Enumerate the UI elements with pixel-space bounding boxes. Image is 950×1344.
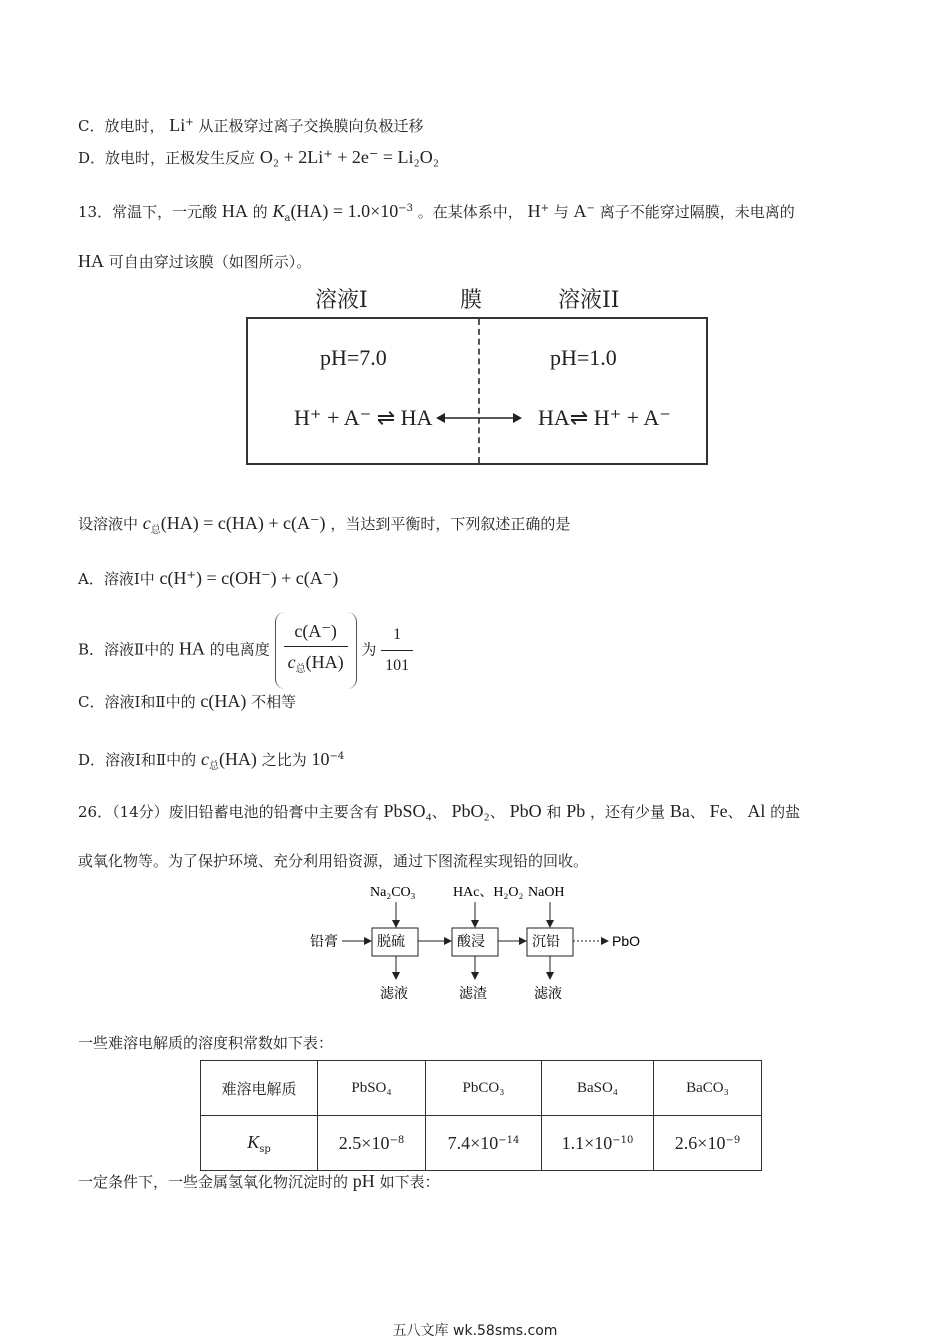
fig-right-title: 溶液II	[558, 288, 620, 313]
q13-setup: 设溶液中 $c_总(HA) = c(HA) + c(A^-)$ ，当达到平衡时，下列叙述正确的是	[78, 513, 571, 536]
flow-start: 铅膏	[310, 934, 338, 950]
q13-option-c: C．溶液Ⅰ和Ⅱ中的 c(HA) 不相等	[78, 691, 297, 711]
option-c-line: C．放电时， Li+ 从正极穿过离子交换膜向负极迁移	[78, 115, 424, 135]
input-naoh: NaOH	[528, 885, 565, 900]
double-arrow	[436, 411, 522, 425]
q13-stem-line1: 13．常温下，一元酸 HA 的 $K_a(HA) = 1.0\times 10^{-3}$ 。在某体系中， H+ 与 A− 离子不能穿过隔膜，未电离的	[78, 201, 795, 224]
q26-stem-line1: 26．（14分）废旧铅蓄电池的铅膏中主要含有 PbSO₄、 PbO₂、 PbO 和 Pb ，还有少量 Ba、 Fe、 Al 的盐	[78, 801, 801, 821]
q13-stem-line2: HA 可自由穿过该膜（如图所示）。	[78, 251, 312, 271]
svg-text:酸浸: 酸浸	[457, 934, 485, 950]
last-line: 一定条件下，一些金属氢氧化物沉淀时的 pH 如下表：	[78, 1171, 440, 1191]
svg-text:滤渣: 滤渣	[459, 986, 487, 1002]
flow-end: PbO	[612, 933, 641, 949]
right-ph: pH=1.0	[550, 345, 617, 370]
left-equilibrium: H⁺ + A⁻ ⇌ HA	[294, 405, 433, 430]
svg-text:脱硫: 脱硫	[377, 934, 405, 950]
svg-text:沉铅: 沉铅	[532, 934, 560, 950]
q13-option-d: D．溶液Ⅰ和Ⅱ中的 $c_总(HA)$ 之比为 $10^{-4}$	[78, 749, 345, 772]
ksp-label: $K_{sp}$	[201, 1116, 318, 1171]
input-hac-h2o2: HAc、H₂O₂	[453, 885, 524, 900]
table-intro: 一些难溶电解质的溶度积常数如下表：	[78, 1034, 334, 1052]
input-na2co3: Na₂CO₃	[370, 885, 416, 900]
svg-text:滤液: 滤液	[380, 986, 408, 1002]
membrane-figure	[246, 317, 708, 465]
option-d-line: D．放电时，正极发生反应 O₂ + 2Li⁺ + 2e⁻ = Li₂O₂	[78, 147, 440, 167]
fig-left-title: 溶液I	[315, 288, 368, 313]
flow-diagram	[300, 876, 660, 1006]
fig-membrane-title: 膜	[460, 288, 483, 313]
right-equilibrium: HA⇌ H⁺ + A⁻	[538, 405, 671, 430]
q13-option-a: A．溶液Ⅰ中 c(H⁺) = c(OH⁻) + c(A⁻)	[78, 568, 339, 588]
svg-text:滤液: 滤液	[534, 986, 562, 1002]
left-ph: pH=7.0	[320, 345, 387, 370]
footer-watermark: 五八文库 wk.58sms.com	[392, 1323, 558, 1339]
q26-stem-line2: 或氧化物等。为了保护环境、充分利用铅资源，通过下图流程实现铅的回收。	[78, 852, 589, 870]
table-head: 难溶电解质	[201, 1061, 318, 1116]
ksp-table: 难溶电解质 PbSO₄ PbCO₃ BaSO₄ BaCO₃ $K_{sp}$ $2.5\times 10^{-8}$ $7.4\times 10^{-14}$ $1.1\times 10^{-10}$ $2.6\times 10^{-9}$	[200, 1060, 762, 1171]
q13-option-b: B．溶液Ⅱ中的 HA 的电离度 $\frac{c(A^-)}{c_总(HA)}$ 为 $\frac{1}{101}$	[78, 612, 413, 689]
membrane-divider	[478, 319, 480, 463]
